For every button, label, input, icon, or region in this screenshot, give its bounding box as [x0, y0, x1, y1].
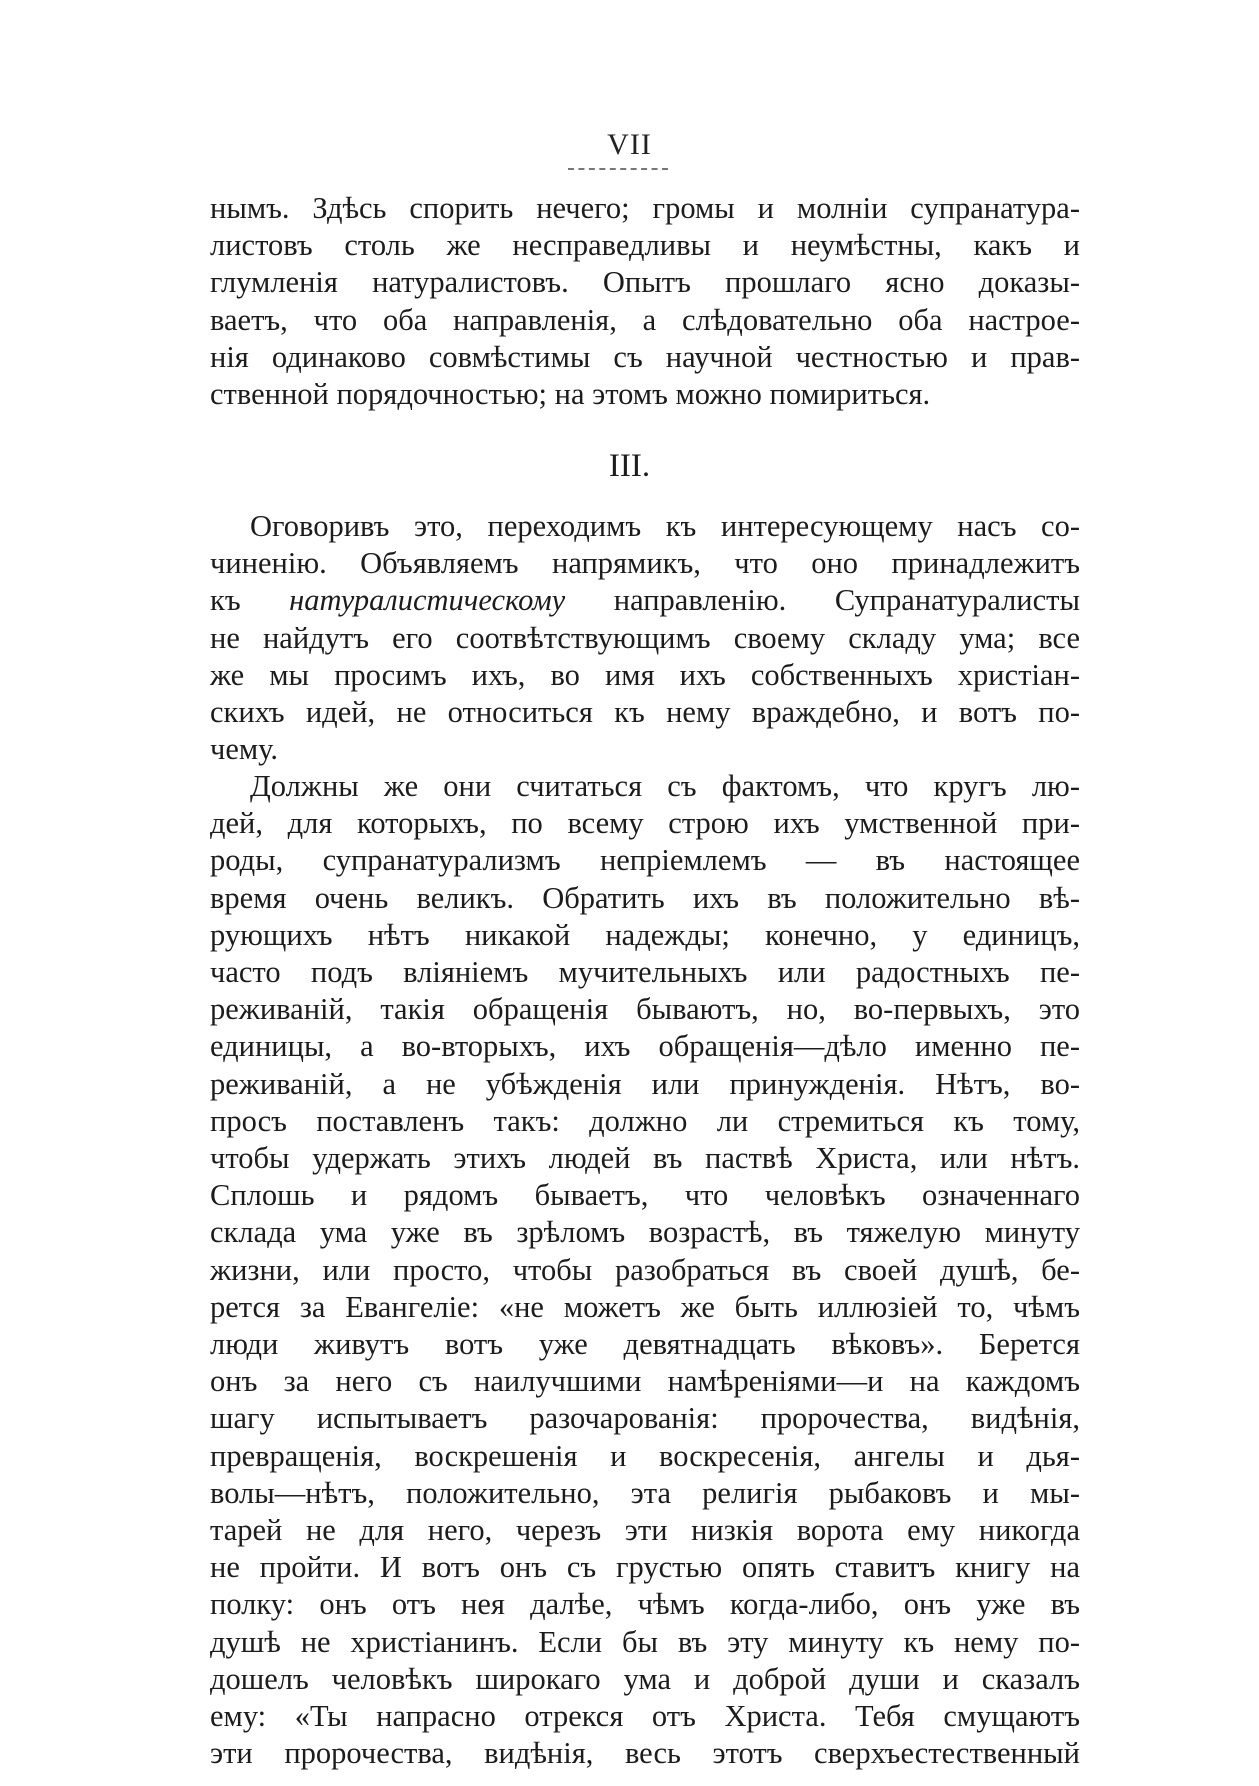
text-line: скихъ идей, не относиться къ нему враждебно, и вотъ по-: [210, 695, 1080, 730]
text-line: не пройти. И вотъ онъ съ грустью опять ставитъ книгу на: [210, 1550, 1080, 1585]
text-line: ему: «Ты напрасно отрекся отъ Христа. Тебя смущаютъ: [210, 1699, 1080, 1734]
page-number: VII: [607, 128, 652, 161]
text-line: полку: онъ отъ нея далѣе, чѣмъ когда-либо, онъ уже въ: [210, 1587, 1080, 1622]
text-fragment: къ: [210, 583, 290, 618]
text-line: люди живутъ вотъ уже девятнадцать вѣковъ». Берется: [210, 1327, 1080, 1362]
text-line: реживаній, а не убѣжденія или принужденія. Нѣтъ, во-: [210, 1066, 1080, 1101]
text-line: шагу испытываетъ разочарованія: пророчества, видѣнія,: [210, 1401, 1080, 1436]
text-line: нія одинаково совмѣстимы съ научной честностью и прав-: [210, 339, 1080, 374]
text-line: просъ поставленъ такъ: должно ли стремиться къ тому,: [210, 1103, 1080, 1138]
text-line: роды, супранатурализмъ непріемлемъ — въ настоящее: [210, 843, 1080, 878]
text-line: глумленія натуралистовъ. Опытъ прошлаго ясно доказы-: [210, 265, 1080, 300]
paragraph-continuation: [210, 190, 1080, 413]
text-line: чему.: [210, 732, 278, 767]
text-line: рется за Евангеліе: «не можетъ же быть иллюзіей то, чѣмъ: [210, 1289, 1080, 1324]
text-line: Оговоривъ это, переходимъ къ интересующему насъ со-: [250, 509, 1080, 543]
text-line: листовъ столь же несправедливы и неумѣстны, какъ и: [210, 228, 1080, 263]
text-line: не найдутъ его соотвѣтствующимъ своему складу ума; все: [210, 620, 1080, 655]
paragraph-intro: [210, 508, 1080, 768]
text-line: жизни, или просто, чтобы разобраться въ своей душѣ, бе-: [210, 1252, 1080, 1287]
text-line: дей, для которыхъ, по всему строю ихъ умственной при-: [210, 806, 1080, 841]
paragraph-main: [210, 768, 1080, 1772]
text-line: ственной порядочностью; на этомъ можно помириться.: [210, 377, 931, 412]
text-line: дошелъ человѣкъ широкаго ума и доброй души и сказалъ: [210, 1661, 1080, 1696]
text-line: Должны же они считаться съ фактомъ, что кругъ лю-: [250, 769, 1080, 803]
text-line: превращенія, воскрешенія и воскресенія, ангелы и дья-: [210, 1438, 1080, 1473]
text-line: чиненію. Объявляемъ напрямикъ, что оно принадлежитъ: [210, 546, 1080, 581]
text-line: онъ за него съ наилучшими намѣреніями—и на каждомъ: [210, 1364, 1080, 1399]
text-line: ваетъ, что оба направленія, а слѣдовательно оба настрое-: [210, 302, 1080, 337]
text-line: часто подъ вліяніемъ мучительныхъ или радостныхъ пе-: [210, 955, 1080, 990]
text-line: Сплошь и рядомъ бываетъ, что человѣкъ означеннаго: [210, 1178, 1080, 1213]
text-line: время очень великъ. Обратить ихъ въ положительно вѣ-: [210, 880, 1080, 915]
page-number-rule: [568, 168, 668, 170]
text-line: рующихъ нѣтъ никакой надежды; конечно, у единицъ,: [210, 917, 1080, 952]
text-line: единицы, а во-вторыхъ, ихъ обращенія—дѣло именно пе-: [210, 1029, 1080, 1064]
text-line: эти пророчества, видѣнія, весь этотъ сверхъестественный: [210, 1736, 1080, 1771]
text-fragment: направленію. Супранатуралисты: [565, 583, 1080, 618]
text-line: волы—нѣтъ, положительно, эта религія рыбаковъ и мы-: [210, 1475, 1080, 1510]
text-line: тарей не для него, черезъ эти низкія ворота ему никогда: [210, 1513, 1080, 1548]
text-line: чтобы удержать этихъ людей въ паствѣ Христа, или нѣтъ.: [210, 1141, 1080, 1176]
section-heading: III.: [608, 448, 651, 484]
text-line: склада ума уже въ зрѣломъ возрастѣ, въ тяжелую минуту: [210, 1215, 1080, 1250]
text-line: душѣ не христіанинъ. Если бы въ эту минуту къ нему по-: [210, 1624, 1080, 1659]
text-line: реживаній, такія обращенія бываютъ, но, во-первыхъ, это: [210, 992, 1080, 1027]
text-line: нымъ. Здѣсь спорить нечего; громы и молніи супранатура-: [210, 191, 1080, 225]
emphasized-term: натуралистическому: [289, 583, 566, 618]
text-line: же мы просимъ ихъ, во имя ихъ собственныхъ христіан-: [210, 657, 1080, 692]
text-line-with-emphasis: [210, 582, 1080, 619]
